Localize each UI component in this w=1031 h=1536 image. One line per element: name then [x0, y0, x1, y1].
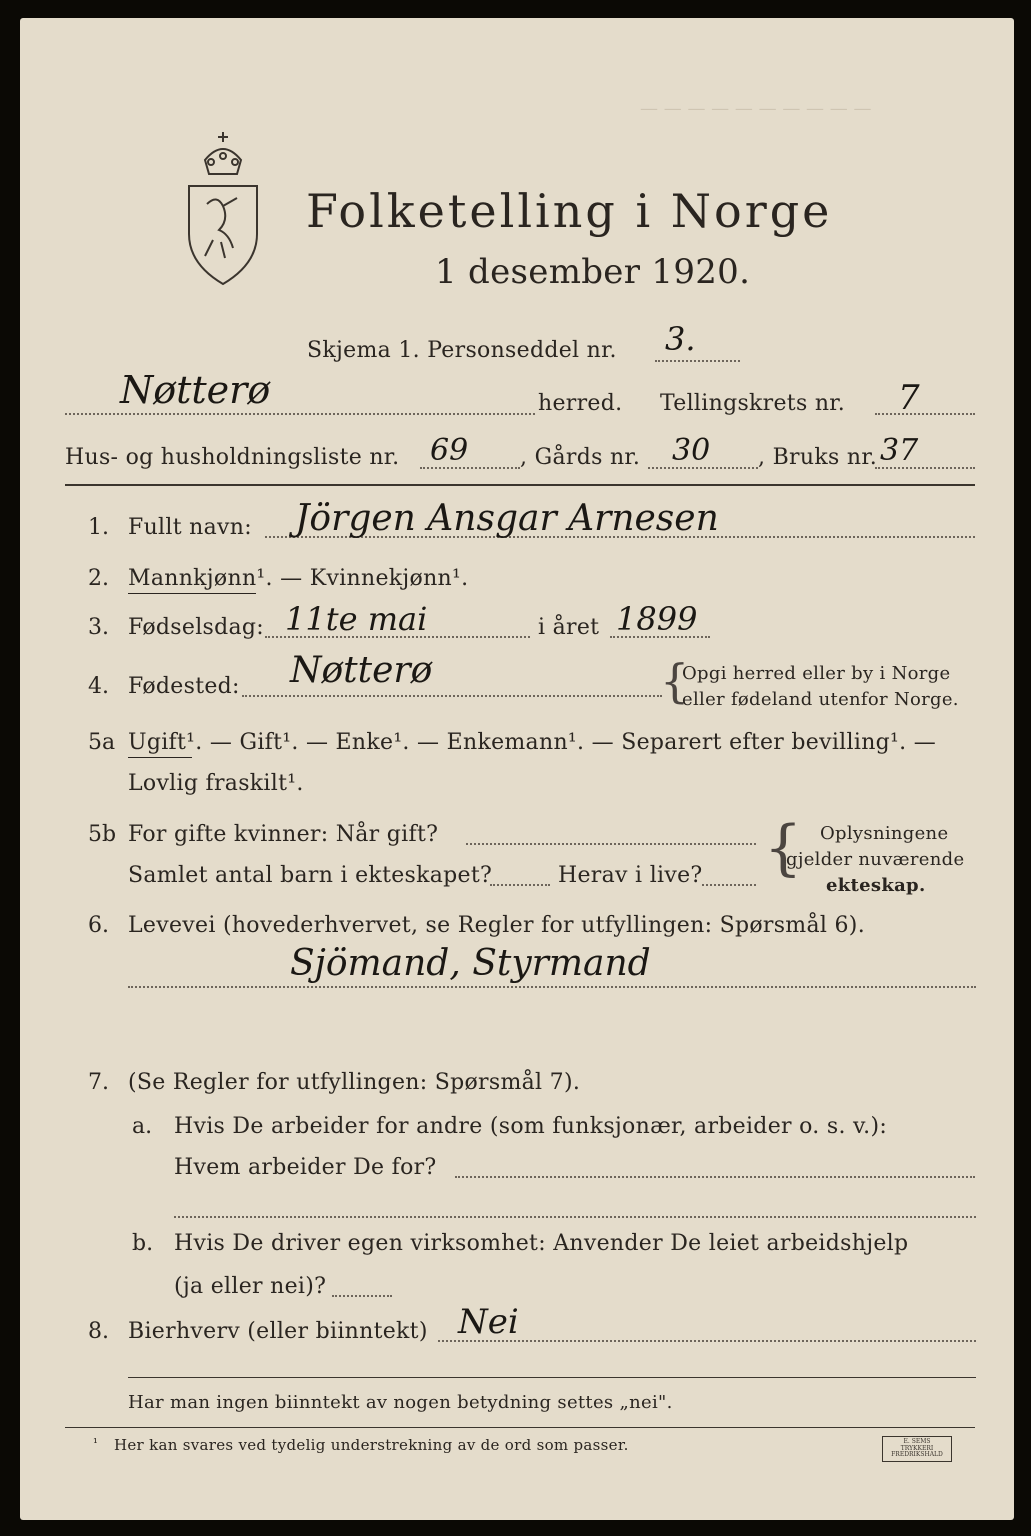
- tellingskrets-label: Tellingskrets nr.: [660, 391, 845, 416]
- schema-label: Skjema 1. Personseddel nr.: [307, 338, 617, 363]
- header-divider: [65, 484, 975, 486]
- bleed-through-text: — — — — — — — — — —: [640, 98, 872, 119]
- q5b-brace: {: [764, 813, 803, 883]
- census-form-sheet: [20, 18, 1014, 1520]
- husliste-label: Hus- og husholdningsliste nr.: [65, 445, 400, 470]
- tellingskrets-line: [875, 413, 975, 415]
- husliste-value: 69: [430, 433, 469, 468]
- tellingskrets-value: 7: [898, 378, 920, 418]
- q2-sex-options: Mannkjønn¹. — Kvinnekjønn¹.: [128, 566, 469, 591]
- bruks-label: , Bruks nr.: [758, 445, 878, 470]
- mannkjonn-underline: [128, 593, 256, 594]
- q3-year-label: i året: [538, 615, 600, 640]
- q8-side-income: Nei: [458, 1302, 519, 1342]
- q2-number: 2.: [88, 566, 109, 591]
- q1-full-name: Jörgen Ansgar Arnesen: [295, 498, 719, 539]
- q4-note-line1: Opgi herred eller by i Norge: [682, 663, 951, 684]
- gards-value: 30: [672, 433, 711, 468]
- footer-note: Har man ingen biinntekt av nogen betydning settes „nei".: [128, 1392, 673, 1413]
- q5b-number: 5b: [88, 822, 117, 847]
- q5b-children-label: Samlet antal barn i ekteskapet?: [128, 863, 493, 888]
- herred-line: [65, 413, 535, 415]
- footnote-text: Her kan svares ved tydelig understrekning av de ord som passer.: [114, 1436, 629, 1454]
- ugift-underline: [128, 757, 192, 758]
- census-date: 1 desember 1920.: [435, 252, 751, 292]
- q4-number: 4.: [88, 674, 109, 699]
- personseddel-line: [655, 360, 740, 362]
- q5a-marital-options: Ugift¹. — Gift¹. — Enke¹. — Enkemann¹. — Separert efter bevilling¹. —: [128, 730, 937, 755]
- q7-number: 7.: [88, 1070, 109, 1095]
- herred-value: Nøtterø: [120, 368, 271, 412]
- q8-label: Bierhverv (eller biinntekt): [128, 1319, 428, 1344]
- q4-birthplace: Nøtterø: [290, 650, 433, 691]
- q6-line: [128, 986, 976, 988]
- footer-divider: [128, 1377, 976, 1378]
- personseddel-value: 3.: [665, 320, 696, 358]
- q4-brace: {: [660, 654, 690, 708]
- q7b-line: [332, 1295, 392, 1297]
- q3-birth-day: 11te mai: [285, 600, 428, 638]
- q7b-number: b.: [132, 1231, 154, 1256]
- q7a-employer-label: Hvem arbeider De for?: [174, 1155, 437, 1180]
- q4-line: [242, 695, 662, 697]
- q7b-yes-no-label: (ja eller nei)?: [174, 1274, 327, 1299]
- q5a-number: 5a: [88, 730, 116, 755]
- q6-occupation: Sjömand, Styrmand: [290, 943, 651, 984]
- q4-label: Fødested:: [128, 674, 240, 699]
- q3-label: Fødselsdag:: [128, 615, 265, 640]
- q7a-employer-line-2: [174, 1216, 976, 1218]
- gards-label: , Gårds nr.: [520, 445, 641, 470]
- q7a-number: a.: [132, 1114, 153, 1139]
- q5b-alive-line: [702, 884, 756, 886]
- form-title: Folketelling i Norge: [306, 184, 833, 238]
- footnote-mark: ¹: [93, 1436, 99, 1450]
- q6-label: Levevei (hovederhvervet, se Regler for utfyllingen: Spørsmål 6).: [128, 913, 865, 938]
- q7b-label: Hvis De driver egen virksomhet: Anvender De leiet arbeidshjelp: [174, 1231, 909, 1256]
- footnote-divider: [65, 1427, 975, 1428]
- q8-number: 8.: [88, 1319, 109, 1344]
- q7a-employer-line: [455, 1176, 975, 1178]
- q7-label: (Se Regler for utfyllingen: Spørsmål 7).: [128, 1070, 581, 1095]
- q5b-note-line2: gjelder nuværende: [786, 849, 965, 870]
- q5b-note-line1: Oplysningene: [820, 823, 949, 844]
- q5b-children-line: [490, 884, 550, 886]
- q5b-alive-label: Herav i live?: [558, 863, 703, 888]
- bruks-value: 37: [880, 433, 919, 468]
- q4-note-line2: eller fødeland utenfor Norge.: [682, 689, 959, 710]
- q5b-label: For gifte kvinner: Når gift?: [128, 822, 439, 847]
- q5b-when-line: [466, 843, 756, 845]
- q5b-note-line3: ekteskap.: [826, 875, 926, 896]
- q6-number: 6.: [88, 913, 109, 938]
- q7a-label: Hvis De arbeider for andre (som funksjonær, arbeider o. s. v.):: [174, 1114, 888, 1139]
- norwegian-coat-of-arms-icon: [183, 130, 263, 290]
- q1-number: 1.: [88, 515, 109, 540]
- q5a-marital-options-cont: Lovlig fraskilt¹.: [128, 771, 304, 796]
- q3-birth-year: 1899: [616, 600, 698, 638]
- q3-number: 3.: [88, 615, 109, 640]
- q1-label: Fullt navn:: [128, 515, 252, 540]
- printer-stamp: E. SEMS TRYKKERI FREDRIKSHALD: [882, 1436, 952, 1462]
- herred-label: herred.: [538, 391, 623, 416]
